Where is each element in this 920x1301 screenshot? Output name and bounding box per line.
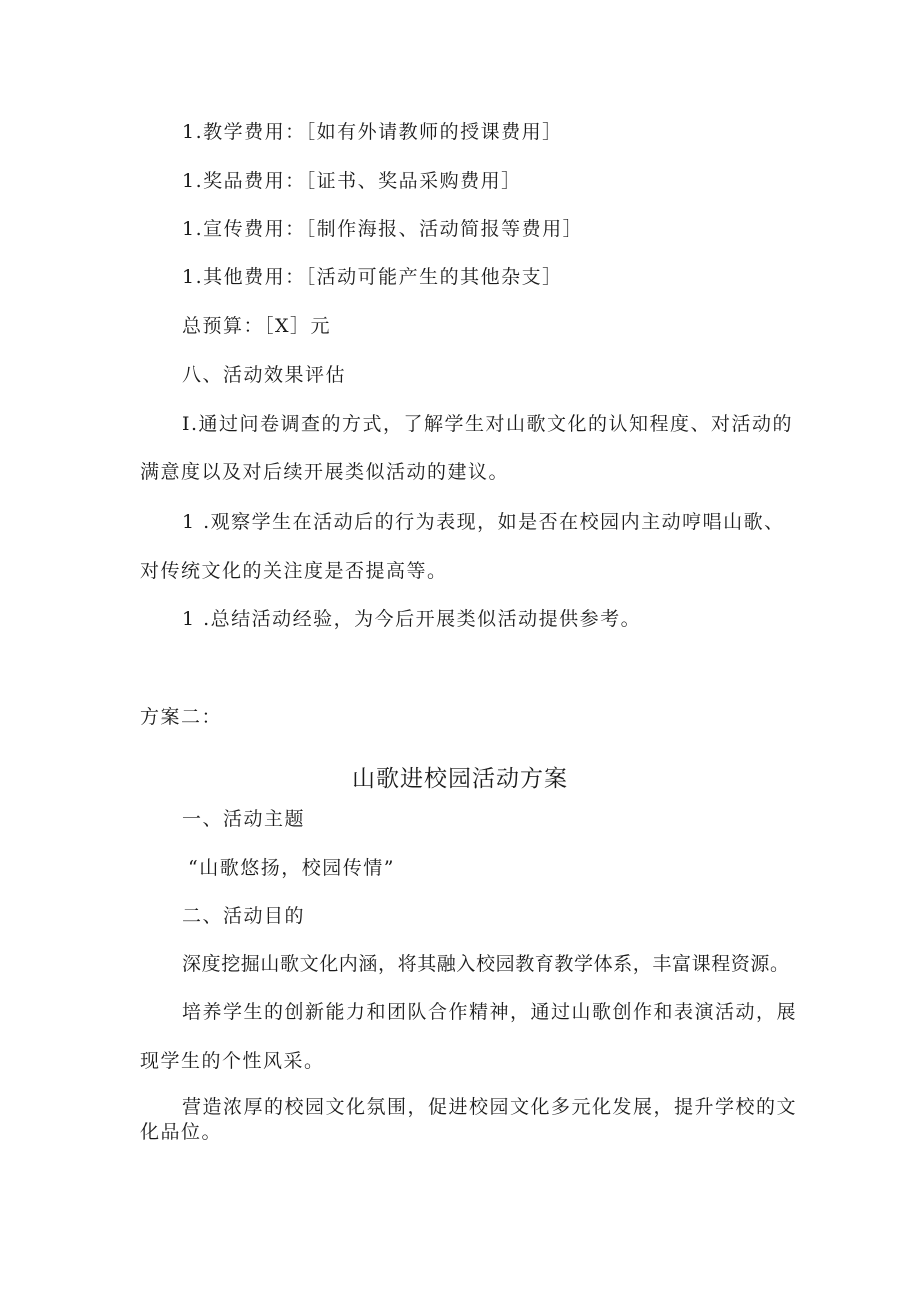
goal-3-line-2: 化品位。 bbox=[140, 1121, 223, 1143]
theme-slogan: “山歌悠扬，校园传情” bbox=[188, 857, 395, 879]
budget-item-publicity: 1.宣传费用：［制作海报、活动简报等费用］ bbox=[182, 218, 584, 240]
budget-item-teaching: 1.教学费用：［如有外请教师的授课费用］ bbox=[182, 121, 563, 143]
section-1-heading: 一、活动主题 bbox=[182, 808, 306, 830]
total-budget: 总预算：［X］元 bbox=[182, 315, 332, 337]
goal-2-line-1: 培养学生的创新能力和团队合作精神，通过山歌创作和表演活动，展 bbox=[182, 1001, 798, 1023]
budget-item-other: 1.其他费用：［活动可能产生的其他杂支］ bbox=[182, 266, 563, 288]
eval-paragraph-1-line-1: I.通过问卷调查的方式，了解学生对山歌文化的认知程度、对活动的 bbox=[182, 413, 794, 435]
goal-1: 深度挖掘山歌文化内涵，将其融入校园教育教学体系，丰富课程资源。 bbox=[182, 953, 790, 975]
plan-2-title: 山歌进校园活动方案 bbox=[352, 766, 568, 792]
section-2-heading: 二、活动目的 bbox=[182, 905, 306, 927]
eval-paragraph-2-line-2: 对传统文化的关注度是否提高等。 bbox=[140, 560, 448, 582]
goal-2-line-2: 现学生的个性风采。 bbox=[140, 1050, 325, 1072]
eval-paragraph-3: 1 .总结活动经验，为今后开展类似活动提供参考。 bbox=[182, 608, 642, 630]
goal-3-line-1: 营造浓厚的校园文化氛围，促进校园文化多元化发展，提升学校的文 bbox=[182, 1096, 798, 1118]
section-8-heading: 八、活动效果评估 bbox=[182, 364, 347, 386]
eval-paragraph-1-line-2: 满意度以及对后续开展类似活动的建议。 bbox=[140, 461, 510, 483]
budget-item-prizes: 1.奖品费用：［证书、奖品采购费用］ bbox=[182, 170, 522, 192]
plan-2-label: 方案二： bbox=[140, 706, 223, 728]
eval-paragraph-2-line-1: 1 .观察学生在活动后的行为表现，如是否在校园内主动哼唱山歌、 bbox=[182, 511, 785, 533]
